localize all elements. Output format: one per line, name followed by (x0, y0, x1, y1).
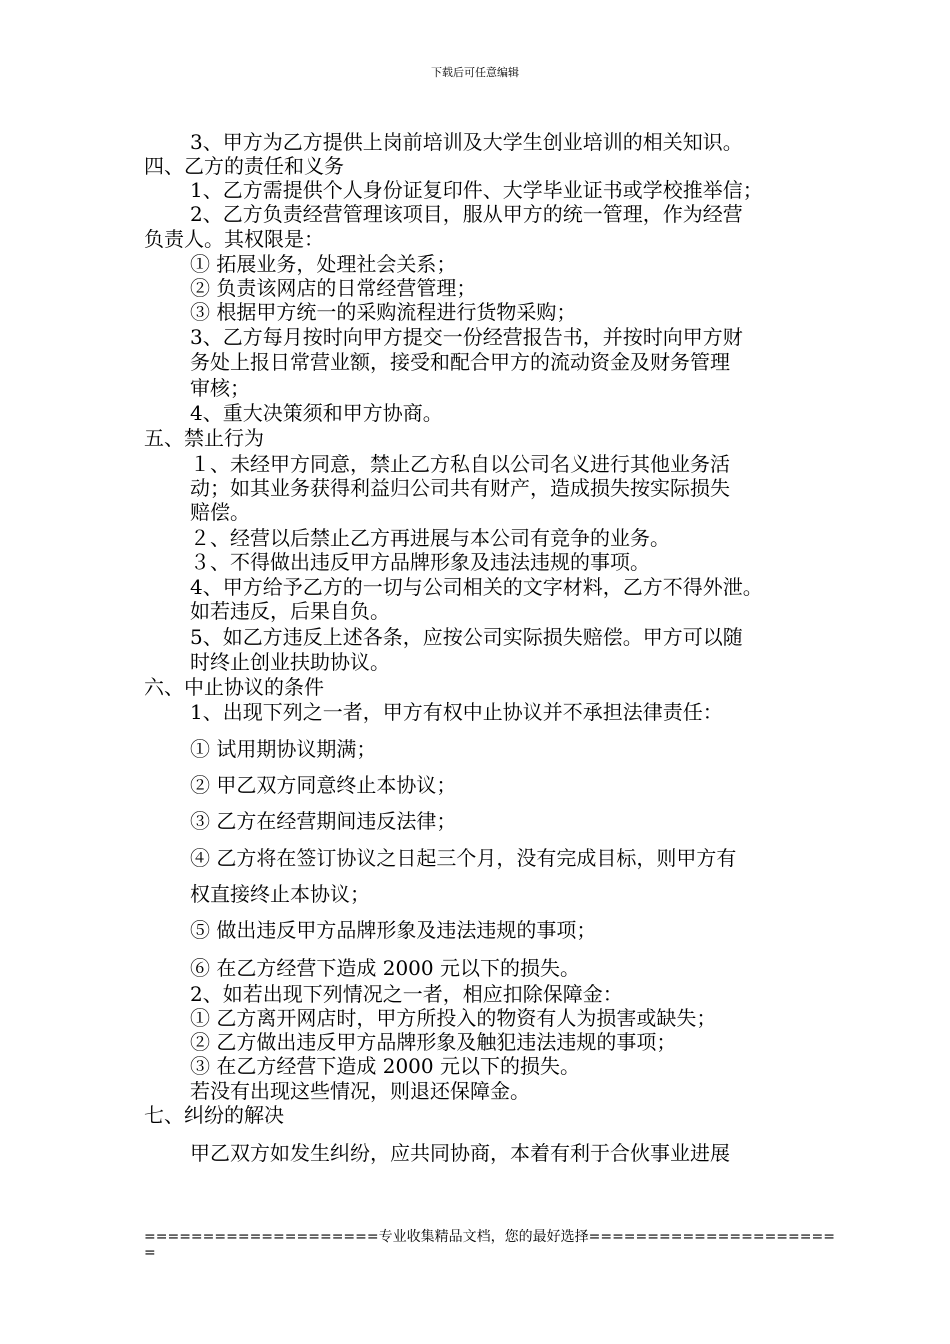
section-heading-6: 六、中止协议的条件 (144, 675, 324, 699)
section-heading-4: 四、乙方的责任和义务 (144, 154, 344, 178)
line-item: 4、重大决策须和甲方协商。 (190, 401, 443, 425)
line-item: 2、乙方负责经营管理该项目，服从甲方的统一管理，作为经营 (190, 202, 743, 226)
line-item: 5、如乙方违反上述各条，应按公司实际损失赔偿。甲方可以随 (190, 625, 743, 649)
line-item: ④ 乙方将在签订协议之日起三个月，没有完成目标，则甲方有 (190, 846, 737, 870)
line-item: ③ 在乙方经营下造成 2000 元以下的损失。 (190, 1054, 580, 1078)
line-item: ① 拓展业务，处理社会关系； (190, 252, 457, 276)
line-item: 1、出现下列之一者，甲方有权中止协议并不承担法律责任： (190, 700, 723, 724)
line-item: 1、乙方需提供个人身份证复印件、大学毕业证书或学校推举信； (190, 178, 763, 202)
footer-banner: ====================专业收集精品文档，您的最好选择===================== (144, 1229, 835, 1245)
line-item: ２、经营以后禁止乙方再进展与本公司有竞争的业务。 (190, 526, 670, 550)
header-note: 下载后可任意编辑 (431, 66, 519, 79)
section-heading-7: 七、纠纷的解决 (144, 1103, 284, 1127)
line-continuation: 审核； (190, 376, 250, 400)
line-item: 甲乙双方如发生纠纷，应共同协商，本着有利于合伙事业进展 (190, 1141, 730, 1165)
line-continuation: 如若违反，后果自负。 (190, 599, 390, 623)
line-item: 若没有出现这些情况，则退还保障金。 (190, 1079, 530, 1103)
line-item: ⑥ 在乙方经营下造成 2000 元以下的损失。 (190, 956, 580, 980)
line-continuation: 权直接终止本协议； (190, 882, 370, 906)
line-continuation: 赔偿。 (190, 500, 250, 524)
line-item: ３、不得做出违反甲方品牌形象及违法违规的事项。 (190, 550, 650, 574)
line-item: ② 甲乙双方同意终止本协议； (190, 773, 457, 797)
line-continuation: 时终止创业扶助协议。 (190, 650, 390, 674)
line-item: 3、乙方每月按时向甲方提交一份经营报告书，并按时向甲方财 (190, 325, 743, 349)
footer-banner-tail: = (144, 1245, 156, 1261)
line-item: ② 负责该网店的日常经营管理； (190, 276, 477, 300)
line-continuation: 负责人。其权限是： (144, 227, 324, 251)
line-item: 2、如若出现下列情况之一者，相应扣除保障金： (190, 982, 623, 1006)
line-item: ⑤ 做出违反甲方品牌形象及违法违规的事项； (190, 918, 597, 942)
line-item: ① 乙方离开网店时，甲方所投入的物资有人为损害或缺失； (190, 1006, 717, 1030)
section-heading-5: 五、禁止行为 (144, 426, 264, 450)
line-item: 4、甲方给予乙方的一切与公司相关的文字材料，乙方不得外泄。 (190, 575, 763, 599)
line-item-3-training: 3、甲方为乙方提供上岗前培训及大学生创业培训的相关知识。 (190, 130, 743, 154)
line-item: ① 试用期协议期满； (190, 737, 377, 761)
line-continuation: 动；如其业务获得利益归公司共有财产，造成损失按实际损失 (190, 476, 730, 500)
line-item: ② 乙方做出违反甲方品牌形象及触犯违法违规的事项； (190, 1030, 677, 1054)
line-item: １、未经甲方同意，禁止乙方私自以公司名义进行其他业务活 (190, 452, 730, 476)
line-item: ③ 根据甲方统一的采购流程进行货物采购； (190, 300, 577, 324)
line-item: ③ 乙方在经营期间违反法律； (190, 809, 457, 833)
line-continuation: 务处上报日常营业额，接受和配合甲方的流动资金及财务管理 (190, 350, 730, 374)
